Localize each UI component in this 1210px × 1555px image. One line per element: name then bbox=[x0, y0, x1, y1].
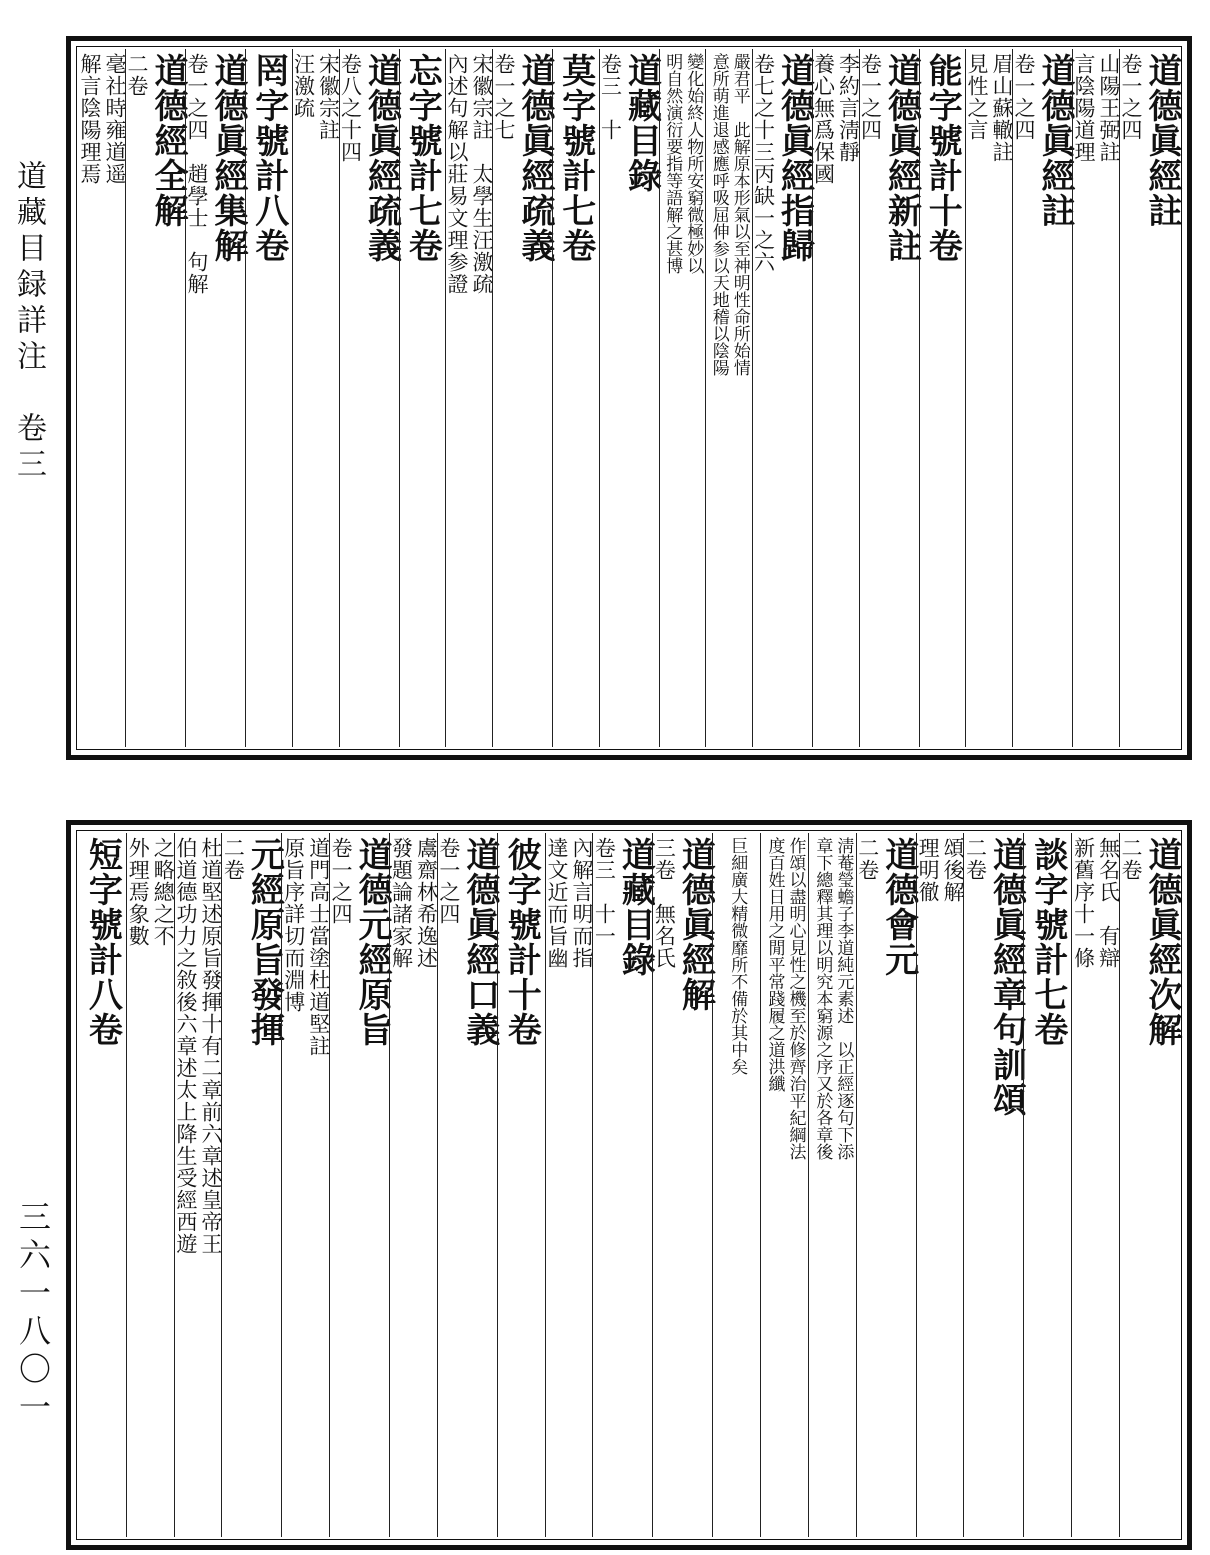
column-line: 之略總之不 bbox=[151, 837, 176, 947]
column-line: 卷一之四 bbox=[329, 837, 354, 925]
column-line: 卷一之四 趙學士 句解 bbox=[185, 53, 209, 295]
column-line: 二卷 bbox=[855, 837, 880, 881]
text-column bbox=[389, 833, 437, 1537]
text-column bbox=[174, 833, 222, 1537]
column-line: 言陰陽道理 bbox=[1072, 53, 1096, 163]
text-column bbox=[245, 49, 292, 747]
text-column bbox=[497, 833, 545, 1537]
column-line: 卷一之四 bbox=[858, 53, 883, 141]
text-column bbox=[592, 833, 656, 1537]
text-column bbox=[492, 49, 555, 747]
column-line: 達文近而旨幽 bbox=[545, 837, 570, 969]
text-column bbox=[79, 833, 126, 1537]
bottom-page-panel bbox=[66, 820, 1192, 1550]
column-line: 見性之言 bbox=[965, 53, 989, 141]
text-column bbox=[185, 49, 248, 747]
column-line: 二卷 bbox=[963, 837, 988, 881]
text-column bbox=[760, 833, 808, 1537]
text-column bbox=[1023, 833, 1071, 1537]
text-column bbox=[808, 833, 856, 1537]
column-line: 罔字號計八卷 bbox=[248, 53, 289, 263]
column-line: 理明徹 bbox=[916, 837, 941, 903]
text-column bbox=[545, 833, 593, 1537]
text-column bbox=[436, 833, 500, 1537]
column-line: 度百姓日用之閒平常踐履之道洪纖 bbox=[764, 837, 785, 1092]
column-line: 作頌以盡明心見性之機至於修齊治平紀綱法 bbox=[785, 837, 806, 1160]
text-column bbox=[292, 49, 339, 747]
column-line: 章下總釋其理以明究本窮源之序又於各章後 bbox=[812, 837, 833, 1160]
column-line: 鬳齋林希逸述 bbox=[414, 837, 439, 969]
text-column bbox=[751, 49, 815, 747]
column-line: 外理焉象數 bbox=[126, 837, 151, 947]
column-line: 道德經全解 bbox=[148, 53, 188, 228]
text-column bbox=[399, 49, 446, 747]
column-line: 杜道堅述原旨發揮十有二章前六章述皇帝王 bbox=[198, 837, 223, 1255]
column-line: 原旨序詳切而淵博 bbox=[281, 837, 306, 1013]
column-line: 眉山蘇轍註 bbox=[990, 53, 1014, 163]
column-line: 宋徽宗註 太學生汪激疏 bbox=[470, 53, 494, 295]
text-column bbox=[705, 49, 752, 747]
text-column bbox=[1072, 49, 1119, 747]
column-line: 談字號計七卷 bbox=[1027, 837, 1068, 1047]
column-line: 道藏目錄 bbox=[621, 53, 662, 193]
column-line: 道德眞經指歸 bbox=[774, 53, 815, 263]
text-column bbox=[712, 833, 760, 1537]
column-line: 卷一之四 bbox=[1012, 53, 1036, 141]
column-line: 嚴君平 此解原本形氣以至神明性命所始情 bbox=[729, 53, 750, 376]
column-line: 卷七之十三丙缺一之六 bbox=[751, 53, 776, 273]
text-column bbox=[659, 49, 706, 747]
column-line: 二卷 bbox=[1119, 837, 1143, 881]
text-column bbox=[552, 49, 599, 747]
column-line: 意所萌進退感應呼吸屈伸参以天地稽以陰陽 bbox=[708, 53, 729, 376]
column-line: 山陽王弼註 bbox=[1097, 53, 1121, 163]
column-line: 道德眞經新註 bbox=[881, 53, 922, 263]
column-line: 道門高士當塗杜道堅註 bbox=[306, 837, 331, 1057]
text-column bbox=[329, 833, 393, 1537]
column-line: 卷一之七 bbox=[492, 53, 516, 141]
text-column bbox=[1119, 49, 1182, 747]
column-line: 道藏目錄 bbox=[615, 837, 656, 977]
column-line: 道德眞經疏義 bbox=[361, 53, 402, 263]
column-line: 解言陰陽理焉 bbox=[78, 53, 102, 185]
bottom-column-list bbox=[79, 833, 1182, 1537]
text-column bbox=[338, 49, 402, 747]
column-line: 內述句解以莊易文理参證 bbox=[445, 53, 469, 295]
text-column bbox=[598, 49, 662, 747]
text-column bbox=[1012, 49, 1075, 747]
column-line: 李約言淸靜 bbox=[836, 53, 861, 163]
top-column-list bbox=[78, 49, 1182, 747]
margin-book-title: 道藏目録詳注 卷三 bbox=[11, 160, 46, 484]
text-column bbox=[963, 833, 1027, 1537]
text-column bbox=[1119, 833, 1182, 1537]
column-line: 道德眞經集解 bbox=[208, 53, 248, 263]
text-column bbox=[812, 49, 859, 747]
column-line: 道德眞經註 bbox=[1035, 53, 1075, 228]
column-line: 內解言明而指 bbox=[570, 837, 595, 969]
column-line: 忘字號計七卷 bbox=[402, 53, 443, 263]
column-line: 淸菴瑩蟾子李道純元素述 以正經逐句下添 bbox=[833, 837, 854, 1160]
text-column bbox=[652, 833, 716, 1537]
column-line: 卷八之十四 bbox=[338, 53, 363, 163]
column-line: 元經原旨發揮 bbox=[244, 837, 285, 1047]
text-column bbox=[125, 49, 188, 747]
column-line: 三卷 無名氏 bbox=[652, 837, 677, 969]
text-column bbox=[916, 833, 964, 1537]
column-line: 道德眞經註 bbox=[1142, 53, 1182, 228]
column-line: 道德會元 bbox=[878, 837, 919, 977]
column-line: 二卷 bbox=[125, 53, 149, 97]
column-line: 卷一之四 bbox=[436, 837, 461, 925]
column-line: 毫社時雍道遥 bbox=[103, 53, 127, 185]
column-line: 道德眞經口義 bbox=[459, 837, 500, 1047]
text-column bbox=[281, 833, 329, 1537]
text-column bbox=[1071, 833, 1119, 1537]
column-line: 卷三 十 bbox=[598, 53, 623, 141]
column-line: 無名氏 有辯 bbox=[1096, 837, 1121, 969]
column-line: 變化始終人物所安窮微極妙以 bbox=[683, 53, 704, 274]
column-line: 道德眞經解 bbox=[675, 837, 716, 1012]
column-line: 卷一之四 bbox=[1119, 53, 1143, 141]
column-line: 二卷 bbox=[221, 837, 246, 881]
column-line: 能字號計十卷 bbox=[922, 53, 963, 263]
text-column bbox=[919, 49, 966, 747]
text-column bbox=[855, 833, 919, 1537]
text-column bbox=[221, 833, 285, 1537]
column-line: 發題論諸家解 bbox=[389, 837, 414, 969]
text-column bbox=[79, 49, 125, 747]
text-column bbox=[445, 49, 492, 747]
text-column bbox=[126, 833, 174, 1537]
column-line: 新舊序十一條 bbox=[1071, 837, 1096, 969]
column-line: 道德元經原旨 bbox=[352, 837, 393, 1047]
column-line: 養心無爲保國 bbox=[811, 53, 836, 185]
top-page-panel bbox=[66, 36, 1192, 760]
column-line: 伯道德功力之敘後六章述太上降生受經西遊 bbox=[173, 837, 198, 1255]
column-line: 莫字號計七卷 bbox=[555, 53, 596, 263]
column-line: 道德眞經次解 bbox=[1142, 837, 1182, 1047]
text-column bbox=[858, 49, 922, 747]
column-line: 短字號計八卷 bbox=[82, 837, 123, 1047]
column-line: 巨細廣大精微靡所不備於其中矣 bbox=[727, 837, 748, 1075]
column-line: 彼字號計十卷 bbox=[501, 837, 542, 1047]
column-line: 道德眞經疏義 bbox=[515, 53, 555, 263]
page-number: 三六一八〇一 bbox=[14, 1200, 52, 1428]
column-line: 道德眞經章句訓頌 bbox=[986, 837, 1027, 1117]
column-line: 汪激疏 bbox=[291, 53, 316, 119]
column-line: 明自然演衍要指等語解之甚博 bbox=[662, 53, 683, 274]
column-line: 卷三 十一 bbox=[592, 837, 617, 947]
column-line: 宋徽宗註 bbox=[316, 53, 341, 141]
text-column bbox=[965, 49, 1012, 747]
column-line: 頌後解 bbox=[941, 837, 966, 903]
